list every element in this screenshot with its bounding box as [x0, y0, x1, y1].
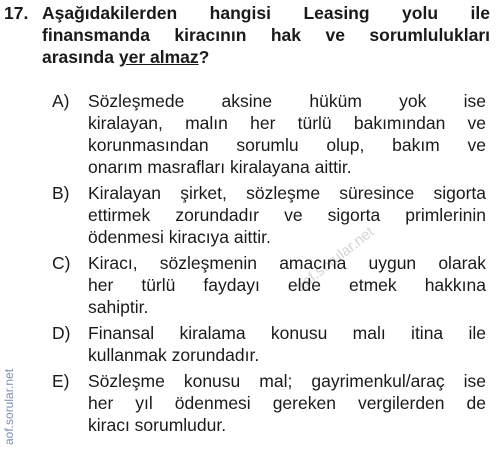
option-line: korunmasından sorumlu olup, bakım ve: [88, 135, 486, 155]
option-line: kiralayan, malın her türlü bakımından ve: [88, 113, 486, 133]
option-line: Kiracı, sözleşmenin amacına uygun olarak: [88, 253, 486, 273]
option-b[interactable]: [52, 182, 486, 248]
option-letter: D): [52, 323, 71, 343]
question-line: Aşağıdakilerden hangisi Leasing yolu ile: [42, 3, 490, 23]
option-line: ettirmek zorundadır ve sigorta primlerinin: [88, 205, 486, 225]
option-line: Kiralayan şirket, sözleşme süresince sigorta: [88, 183, 486, 203]
answer-options: [52, 90, 486, 440]
question-line-suffix: ?: [198, 47, 210, 67]
option-letter: B): [52, 183, 70, 203]
option-letter: C): [52, 253, 71, 273]
option-line: her türlü faydayı elde etmek hakkına: [88, 275, 486, 295]
option-letter: A): [52, 91, 70, 111]
option-line: onarım masrafları kiralayana aittir.: [88, 157, 352, 177]
option-e[interactable]: [52, 370, 486, 436]
option-line: sahiptir.: [88, 297, 149, 317]
option-letter: E): [52, 371, 70, 391]
option-c[interactable]: [52, 252, 486, 318]
question-line: finansmanda kiracının hak ve sorumlulukları: [42, 25, 490, 45]
side-watermark: aof.sorular.net: [2, 368, 16, 445]
question-emphasis: yer almaz: [118, 47, 199, 67]
option-text: [88, 90, 486, 178]
option-text: [88, 182, 486, 248]
option-line: her yıl ödenmesi gereken vergilerden de: [88, 393, 486, 413]
question-line-prefix: arasında: [42, 47, 119, 67]
diagonal-watermark: aof.sorular.net: [292, 223, 378, 296]
option-line: kullanmak zorundadır.: [88, 345, 260, 365]
question-number: 17.: [4, 3, 29, 23]
option-line: ödenmesi kiracıya aittir.: [88, 227, 271, 247]
option-d[interactable]: [52, 322, 486, 366]
option-text: [88, 252, 486, 318]
option-line: kiracı sorumludur.: [88, 415, 227, 435]
option-text: [88, 370, 486, 436]
option-line: Sözleşme konusu mal; gayrimenkul/araç ise: [88, 371, 486, 391]
question-block: [4, 2, 494, 68]
option-a[interactable]: [52, 90, 486, 178]
option-line: Finansal kiralama konusu malı itina ile: [88, 323, 486, 343]
question-text: [42, 2, 494, 68]
option-text: [88, 322, 486, 366]
option-line: Sözleşmede aksine hüküm yok ise: [88, 91, 486, 111]
question-line-last: [42, 46, 490, 68]
